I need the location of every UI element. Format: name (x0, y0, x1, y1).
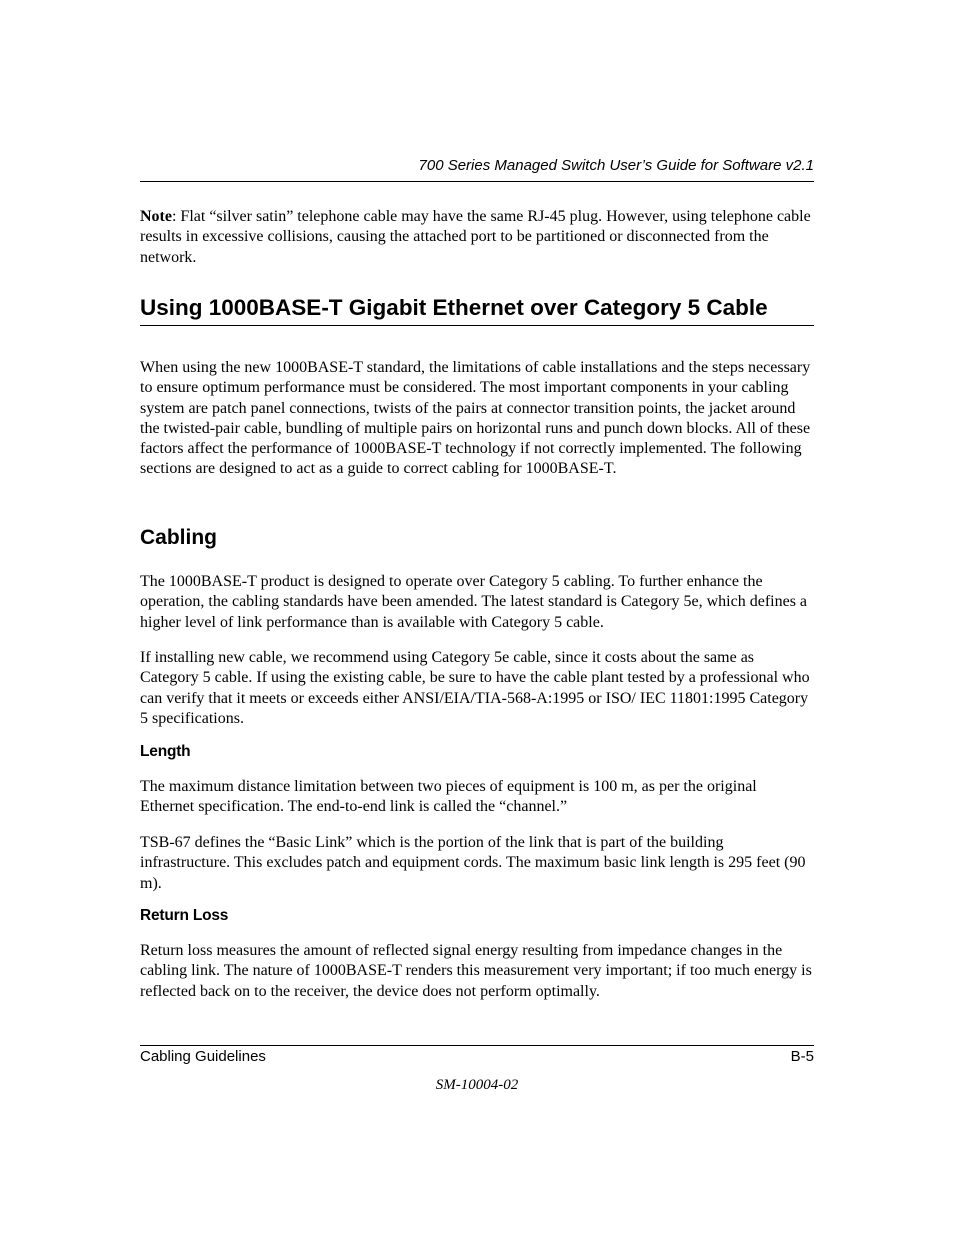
return-loss-paragraph: Return loss measures the amount of reflected signal energy resulting from impedance changes in the cabling link. The nature of 1000BASE-T renders this measurement very important; if too much energy is reflected back on to the receiver, the device does not perform optimally. (140, 942, 812, 1000)
section-heading-divider (140, 325, 814, 326)
section-heading: Using 1000BASE-T Gigabit Ethernet over Category 5 Cable (140, 295, 768, 320)
header-divider (140, 181, 814, 182)
cabling-paragraph-1: The 1000BASE-T product is designed to operate over Category 5 cabling. To further enhance the operation, the cabling standards have been amended. The latest standard is Category 5e, which defines a higher level of link performance than is available with Category 5 cable. (140, 573, 808, 631)
section-intro-paragraph: When using the new 1000BASE-T standard, the limitations of cable installations and the steps necessary to ensure optimum performance must be considered. The most important components in your cabling system are patch panel connections, twists of the pairs at connector transition points, the jacket around the twisted-pair cable, bundling of multiple pairs on horizontal runs and punch down blocks. All of these factors affect the performance of 1000BASE-T technology if not correctly implemented. The following sections are designed to act as a guide to correct cabling for 1000BASE-T. (140, 359, 811, 478)
cabling-heading: Cabling (140, 526, 217, 549)
note-text: : Flat “silver satin” telephone cable may have the same RJ-45 plug. However, using telephone cable results in excessive collisions, causing the attached port to be partitioned or disconnected from the network. (140, 208, 811, 266)
footer-page-number: B-5 (790, 1048, 814, 1065)
length-paragraph-2: TSB-67 defines the “Basic Link” which is the portion of the link that is part of the building infrastructure. This excludes patch and equipment cords. The maximum basic link length is 295 feet (90 m). (140, 834, 806, 892)
note-label: Note (140, 208, 172, 225)
running-header: 700 Series Managed Switch User’s Guide for Software v2.1 (418, 157, 814, 174)
cabling-paragraph-2: If installing new cable, we recommend using Category 5e cable, since it costs about the same as Category 5 cable. If using the existing cable, be sure to have the cable plant tested by a professional who can verify that it meets or exceeds either ANSI/EIA/TIA-568-A:1995 or ISO/ IEC 11801:1995 Category 5 specifications. (140, 649, 810, 727)
length-paragraph-1: The maximum distance limitation between two pieces of equipment is 100 m, as per the original Ethernet specification. The end-to-end link is called the “channel.” (140, 778, 757, 816)
return-loss-heading: Return Loss (140, 907, 229, 924)
length-heading: Length (140, 743, 191, 760)
note-paragraph (140, 207, 814, 268)
footer-divider (140, 1045, 814, 1046)
footer-document-id: SM-10004-02 (435, 1077, 519, 1093)
footer-chapter-title: Cabling Guidelines (140, 1048, 266, 1065)
